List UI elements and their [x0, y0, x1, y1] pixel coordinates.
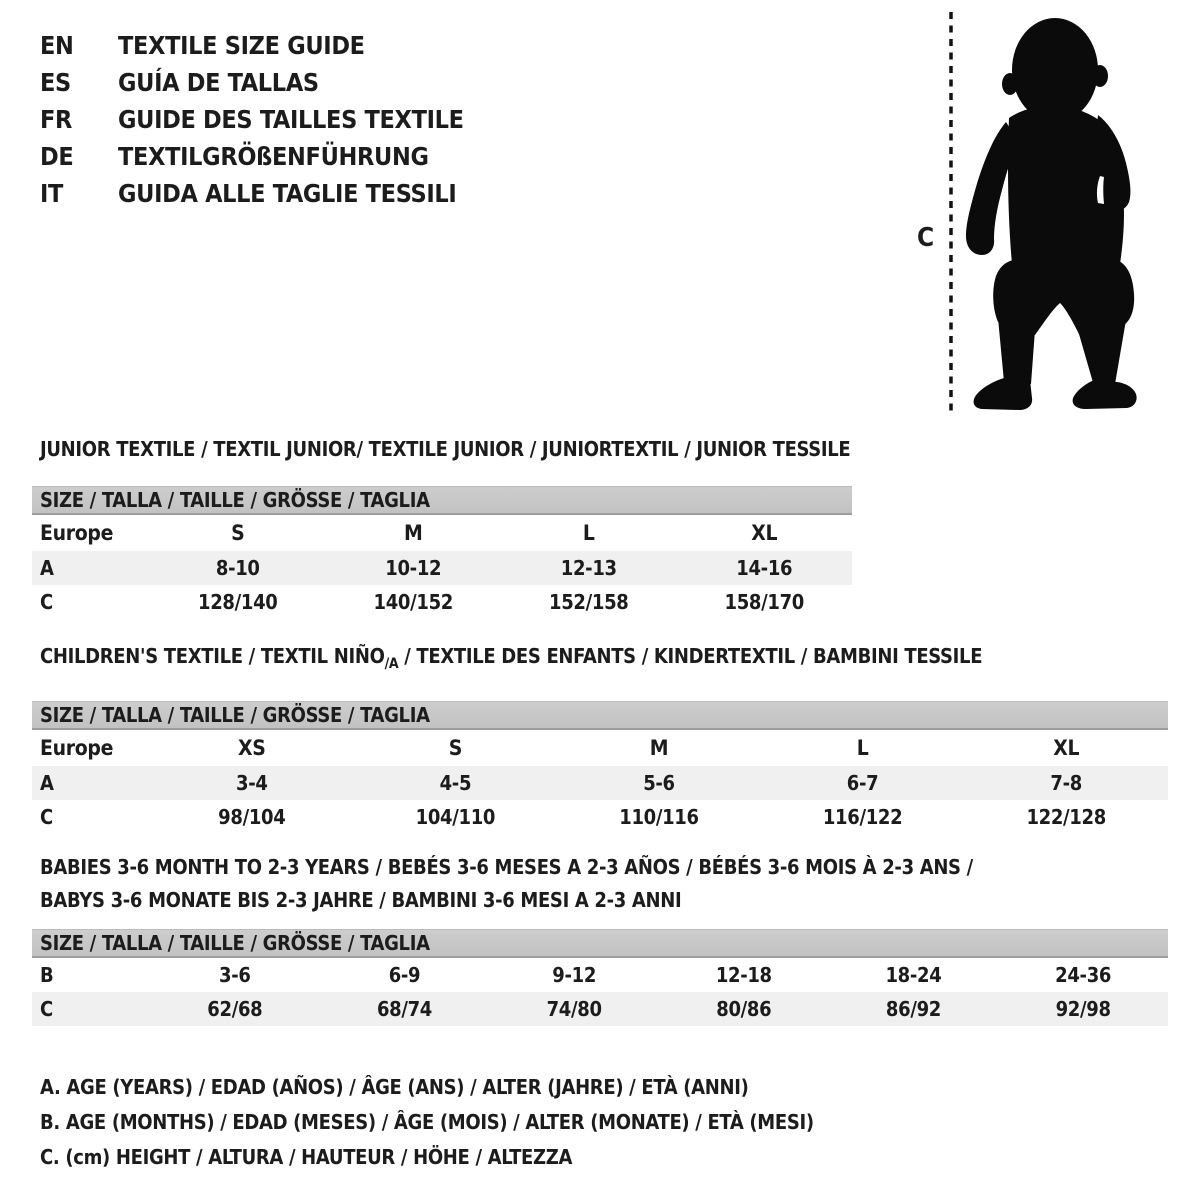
junior-table-title: JUNIOR TEXTILE / TEXTIL JUNIOR/ TEXTILE JUNIOR / JUNIORTEXTIL / JUNIOR TESSILE	[40, 437, 851, 461]
row-label: Europe	[40, 521, 114, 545]
guide-title-de: TEXTILGRÖßENFÜHRUNG	[118, 142, 429, 171]
lang-row-es	[40, 64, 464, 101]
size-cell: 98/104	[218, 805, 286, 829]
lang-code: FR	[40, 105, 73, 134]
size-cell: 122/128	[1026, 805, 1106, 829]
size-cell: M	[404, 521, 423, 545]
babies-table-title-line1: BABIES 3-6 MONTH TO 2-3 YEARS / BEBÉS 3-6 MESES A 2-3 AÑOS / BÉBÉS 3-6 MOIS À 2-3 ANS /	[40, 855, 973, 879]
title-text: CHILDREN'S TEXTILE / TEXTIL NIÑO	[40, 644, 385, 668]
lang-row-it	[40, 175, 464, 212]
size-cell: 6-9	[388, 963, 421, 987]
lang-code: DE	[40, 142, 74, 171]
legend-line-c: C. (cm) HEIGHT / ALTURA / HAUTEUR / HÖHE / ALTEZZA	[40, 1145, 573, 1169]
lang-code: IT	[40, 179, 64, 208]
size-cell: XL	[1053, 736, 1080, 760]
row-label: A	[40, 771, 54, 795]
size-cell: XS	[238, 736, 266, 760]
height-measure-figure	[895, 8, 1160, 420]
babies-size-table	[32, 958, 1168, 1026]
babies-textile-section	[32, 851, 1168, 1026]
size-cell: 9-12	[552, 963, 597, 987]
size-cell: 86/92	[885, 997, 941, 1021]
table-row	[32, 992, 1168, 1026]
size-cell: 3-6	[219, 963, 251, 987]
lang-row-en	[40, 27, 464, 64]
table-row	[32, 730, 1168, 766]
size-cell: 62/68	[207, 997, 263, 1021]
size-cell: 3-4	[236, 771, 268, 795]
size-header-bar: SIZE / TALLA / TAILLE / GRÖSSE / TAGLIA	[32, 929, 1168, 958]
toddler-silhouette-icon	[966, 18, 1137, 410]
size-cell: 12-13	[560, 556, 617, 580]
size-cell: 68/74	[376, 997, 433, 1021]
size-cell: 5-6	[643, 771, 675, 795]
height-measure-label: C	[917, 223, 934, 253]
size-header-bar: SIZE / TALLA / TAILLE / GRÖSSE / TAGLIA	[32, 701, 1168, 730]
size-cell: M	[649, 736, 669, 760]
lang-row-de	[40, 138, 464, 175]
size-cell: 152/158	[549, 590, 629, 614]
row-label: Europe	[40, 736, 114, 760]
guide-title-it: GUIDA ALLE TAGLIE TESSILI	[118, 179, 457, 208]
size-cell: XL	[751, 521, 778, 545]
children-size-table	[32, 730, 1168, 834]
size-cell: L	[856, 736, 869, 760]
size-cell: 140/152	[373, 590, 453, 614]
size-cell: S	[448, 736, 463, 760]
row-label: C	[40, 590, 53, 614]
lang-row-fr	[40, 101, 464, 138]
table-row	[32, 958, 1168, 992]
size-cell: 6-7	[846, 771, 879, 795]
size-cell: 14-16	[736, 556, 793, 580]
size-cell: 80/86	[716, 997, 772, 1021]
table-row	[32, 585, 852, 619]
height-figure-svg	[895, 8, 1160, 420]
size-cell: 10-12	[385, 556, 442, 580]
measure-legend	[40, 1070, 814, 1175]
size-cell: 24-36	[1055, 963, 1112, 987]
junior-size-table	[32, 515, 852, 619]
size-cell: 92/98	[1055, 997, 1111, 1021]
legend-line-b: B. AGE (MONTHS) / EDAD (MESES) / ÂGE (MOIS) / ALTER (MONATE) / ETÀ (MESI)	[40, 1110, 814, 1134]
lang-code: EN	[40, 31, 74, 60]
size-cell: 158/170	[724, 590, 804, 614]
title-text: / TEXTILE DES ENFANTS / KINDERTEXTIL / BAMBINI TESSILE	[398, 644, 983, 668]
title-subscript: /A	[384, 656, 399, 672]
language-title-block	[40, 27, 464, 212]
legend-line-a: A. AGE (YEARS) / EDAD (AÑOS) / ÂGE (ANS) / ALTER (JAHRE) / ETÀ (ANNI)	[40, 1075, 749, 1099]
size-cell: 128/140	[198, 590, 278, 614]
guide-title-fr: GUIDE DES TAILLES TEXTILE	[118, 105, 464, 134]
babies-table-title-line2: BABYS 3-6 MONATE BIS 2-3 JAHRE / BAMBINI 3-6 MESI A 2-3 ANNI	[40, 888, 682, 912]
size-cell: 104/110	[415, 805, 496, 829]
size-cell: 7-8	[1050, 771, 1082, 795]
size-cell: 74/80	[546, 997, 602, 1021]
guide-title-en: TEXTILE SIZE GUIDE	[118, 31, 365, 60]
guide-title-es: GUÍA DE TALLAS	[118, 68, 319, 97]
size-cell: 4-5	[439, 771, 472, 795]
row-label: C	[40, 997, 53, 1021]
lang-code: ES	[40, 68, 71, 97]
children-table-title	[32, 644, 1168, 676]
table-row	[32, 800, 1168, 834]
table-row	[32, 766, 1168, 800]
size-cell: 116/122	[822, 805, 903, 829]
table-row	[32, 551, 852, 585]
size-header-bar: SIZE / TALLA / TAILLE / GRÖSSE / TAGLIA	[32, 486, 852, 515]
size-cell: 8-10	[215, 556, 260, 580]
table-row	[32, 515, 852, 551]
row-label: A	[40, 556, 54, 580]
size-cell: 110/116	[619, 805, 699, 829]
children-textile-section	[32, 644, 1168, 834]
row-label: C	[40, 805, 53, 829]
size-cell: S	[231, 521, 245, 545]
size-cell: 18-24	[885, 963, 942, 987]
row-label: B	[40, 963, 54, 987]
size-cell: L	[582, 521, 595, 545]
size-cell: 12-18	[715, 963, 772, 987]
junior-textile-section	[32, 437, 852, 619]
